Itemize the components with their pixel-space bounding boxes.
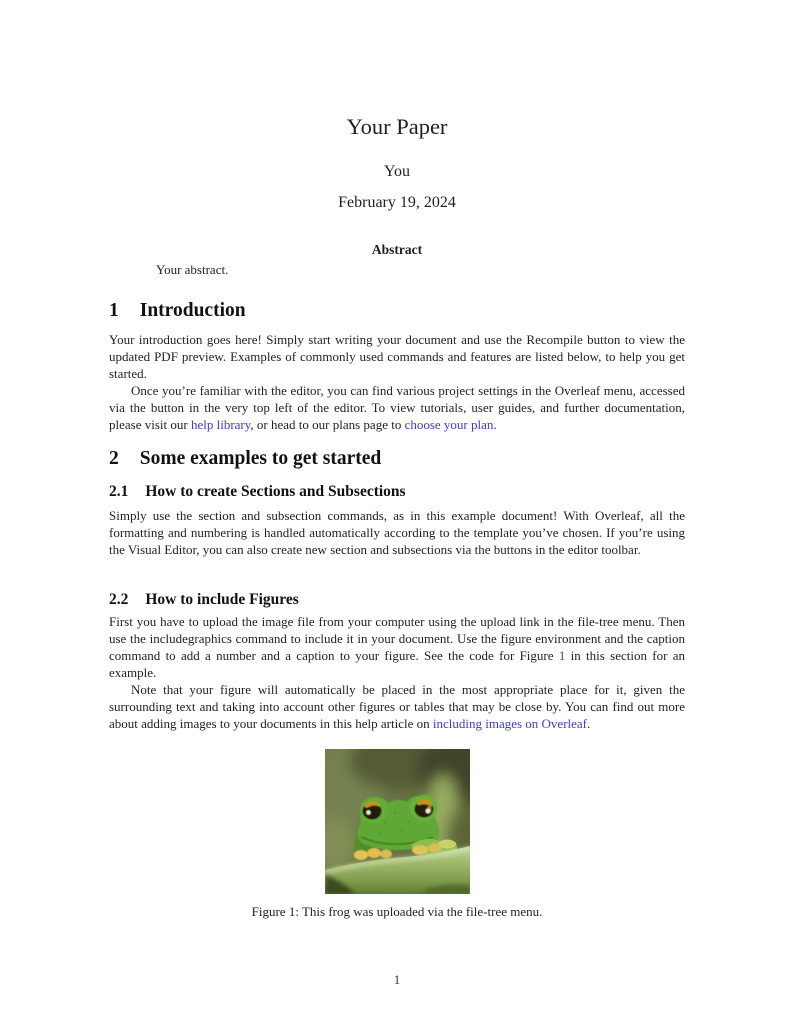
page-number: 1: [393, 972, 401, 987]
subsection-2-1-number: 2.1: [109, 483, 129, 500]
section-1-heading: [109, 298, 685, 323]
section-1-number: 1: [109, 300, 119, 321]
subsection-2-2-number: 2.2: [109, 591, 129, 608]
frog-image: [325, 749, 470, 894]
subsection-2-2-heading: [109, 589, 685, 610]
figure-caption-text: This frog was uploaded via the file-tree menu.: [301, 904, 543, 919]
subsection-2-2-body: [109, 613, 685, 732]
subsection-2-1-title: How to create Sections and Subsections: [145, 483, 406, 500]
abstract-heading: Abstract: [371, 242, 423, 257]
text-run: Note that your figure will automatically be placed in the most appropriate place for it, given the surrounding text and taking into account other figures or tables that may be close by. You can find out more about adding images to your documents in this help article on: [109, 682, 685, 731]
paragraph: [109, 507, 685, 558]
text-run: , or head to our plans page to: [250, 417, 405, 432]
section-1-title: Introduction: [139, 300, 246, 321]
paragraph: [109, 613, 685, 681]
section-2-heading: [109, 446, 685, 471]
abstract-text: Your abstract.: [156, 262, 229, 277]
paragraph: [109, 382, 685, 433]
paper-author: You: [384, 163, 410, 180]
subsection-2-1-body: [109, 507, 685, 558]
subsection-2-1-heading: [109, 481, 685, 502]
paragraph: [109, 681, 685, 732]
text-run: in this section for an example.: [109, 648, 685, 680]
help-library-link[interactable]: help library: [190, 417, 251, 432]
paragraph: [109, 331, 685, 382]
text-run: Once you’re familiar with the editor, you can find various project settings in the Overleaf menu, accessed via the button in the very top left of the editor. To view tutorials, user guides, and further documentation, please visit our: [109, 383, 685, 432]
figure-caption: [109, 904, 685, 920]
paper-date: February 19, 2024: [338, 194, 456, 211]
introduction-body: [109, 331, 685, 433]
section-2-number: 2: [109, 448, 119, 469]
figure-caption-label: Figure 1:: [251, 904, 299, 919]
section-2-title: Some examples to get started: [139, 448, 382, 469]
text-run: Simply use the section and subsection commands, as in this example document! With Overleaf, all the formatting and numbering is handled automatically according to the template you’ve chosen. If you’re using the Visual Editor, you can also create new section and subsections via the buttons in the editor toolbar.: [109, 508, 685, 557]
figure-1-reference-link[interactable]: 1: [558, 648, 566, 663]
text-run: First you have to upload the image file from your computer using the upload link in the file-tree menu. Then use the includegraphics command to include it in your document. Use the figure environment and the caption command to add a number and a caption to your figure. See the code for Figure: [109, 614, 685, 663]
text-run: .: [493, 417, 497, 432]
including-images-link[interactable]: including images on Overleaf: [432, 716, 588, 731]
text-run: Your introduction goes here! Simply start writing your document and use the Recompile button to view the updated PDF preview. Examples of commonly used commands and features are listed below, to help you get started.: [109, 332, 685, 381]
text-run: .: [587, 716, 591, 731]
subsection-2-2-title: How to include Figures: [145, 591, 299, 608]
figure-1: [109, 749, 685, 894]
choose-your-plan-link[interactable]: choose your plan: [404, 417, 494, 432]
paper-title: Your Paper: [346, 114, 448, 139]
